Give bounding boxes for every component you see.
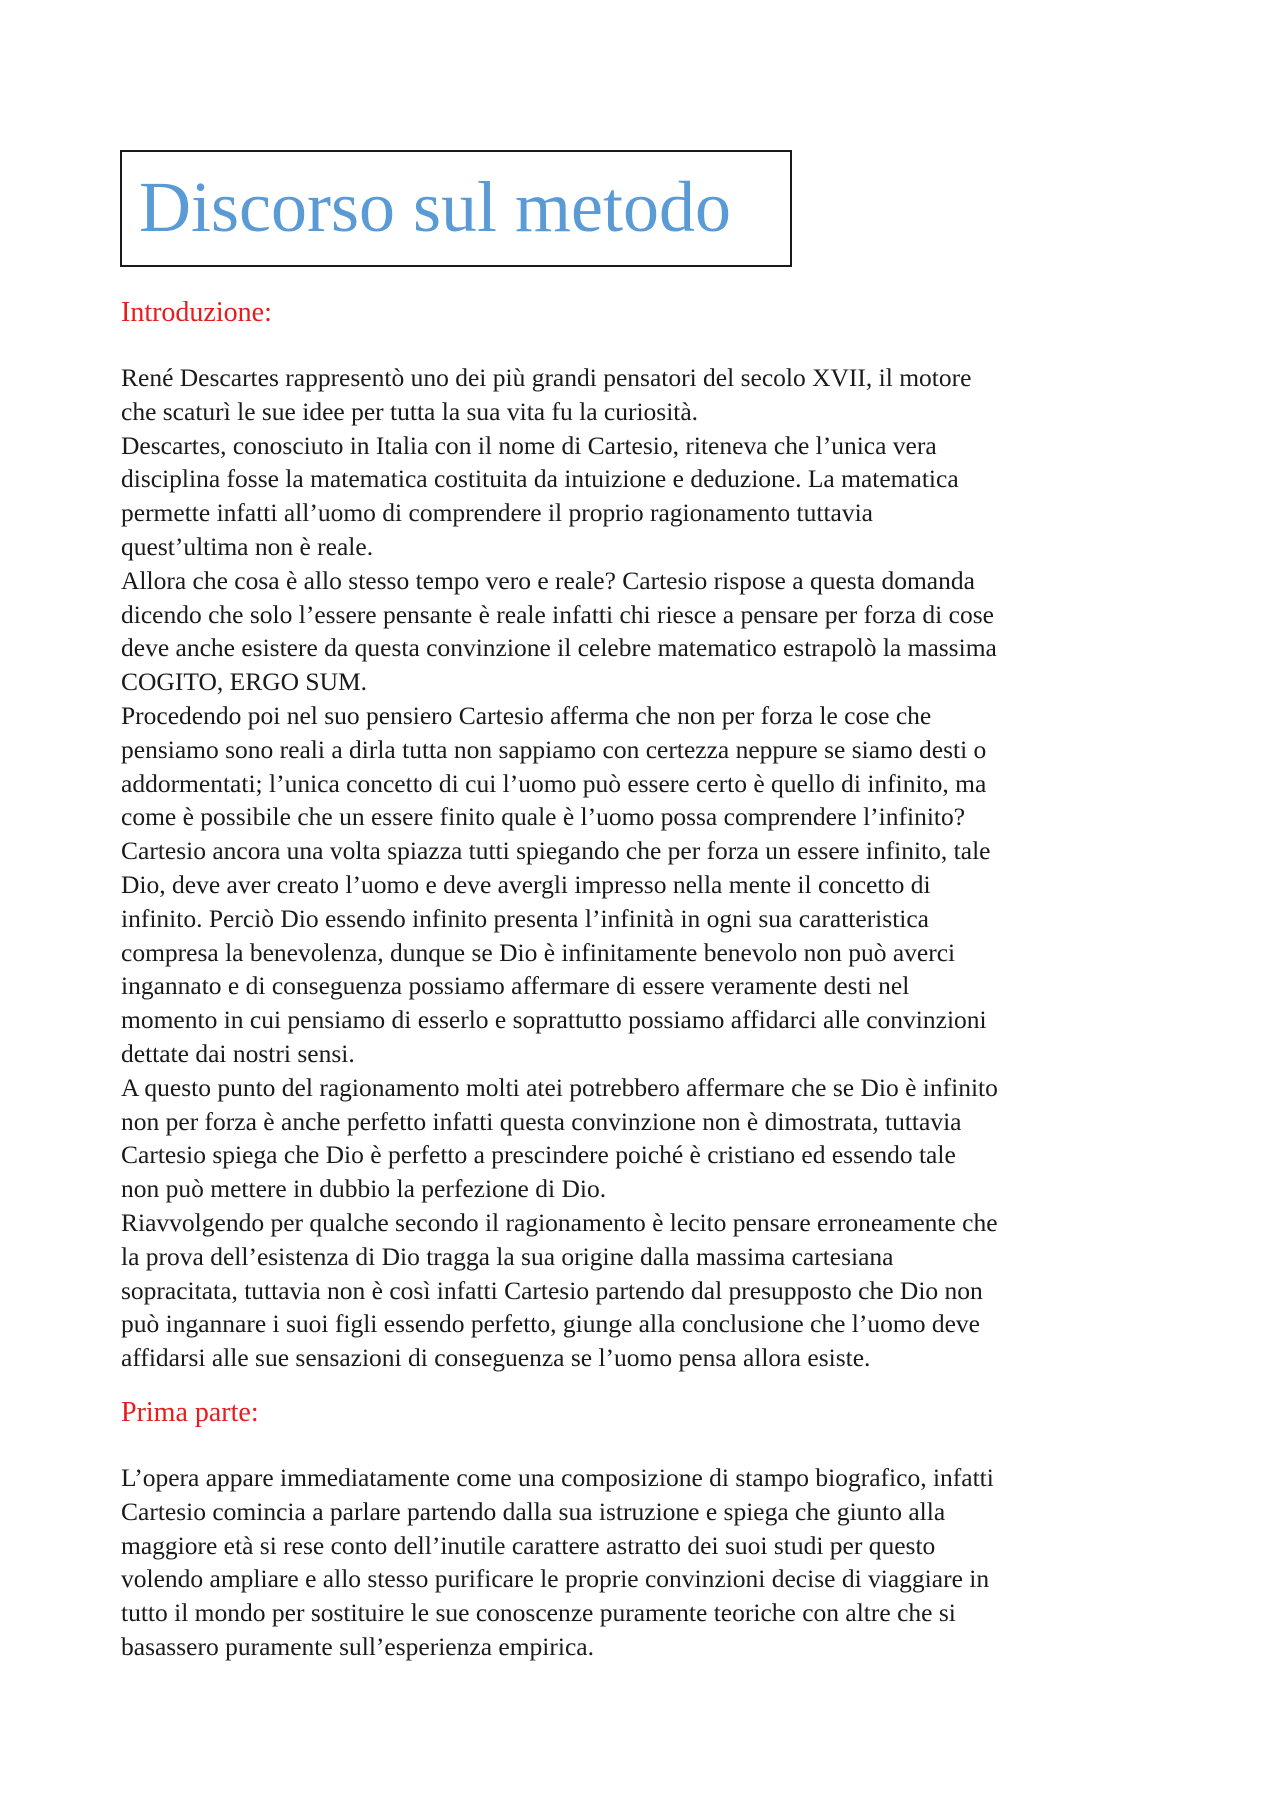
paragraph-line: quest’ultima non è reale. <box>121 531 374 561</box>
paragraph <box>121 429 1181 564</box>
paragraph-line: Procedendo poi nel suo pensiero Cartesio afferma che non per forza le cose che <box>121 700 932 730</box>
paragraph <box>121 699 1181 1071</box>
document-title: Discorso sul metodo <box>139 166 731 247</box>
paragraph-line: Cartesio spiega che Dio è perfetto a prescindere poiché è cristiano ed essendo tale <box>121 1140 956 1170</box>
paragraph-line: non può mettere in dubbio la perfezione di Dio. <box>121 1174 607 1204</box>
section-heading: Introduzione: <box>121 297 272 328</box>
paragraph-line: deve anche esistere da questa convinzione il celebre matematico estrapolò la massima <box>121 633 997 663</box>
paragraph <box>121 1206 1181 1375</box>
paragraph-line: Descartes, conosciuto in Italia con il nome di Cartesio, riteneva che l’unica vera <box>121 430 937 460</box>
paragraph-line: affidarsi alle sue sensazioni di conseguenza se l’uomo pensa allora esiste. <box>121 1343 871 1373</box>
paragraph-line: Cartesio comincia a parlare partendo dalla sua istruzione e spiega che giunto alla <box>121 1496 946 1526</box>
paragraph-line: può ingannare i suoi figli essendo perfetto, giunge alla conclusione che l’uomo deve <box>121 1309 980 1339</box>
paragraph-line: la prova dell’esistenza di Dio tragga la sua origine dalla massima cartesiana <box>121 1241 894 1271</box>
paragraph-line: basassero puramente sull’esperienza empirica. <box>121 1631 594 1661</box>
section-heading: Prima parte: <box>121 1396 259 1428</box>
paragraph-line: ingannato e di conseguenza possiamo affermare di essere veramente desti nel <box>121 971 910 1001</box>
paragraph-line: volendo ampliare e allo stesso purificare le proprie convinzioni decise di viaggiare in <box>121 1564 990 1594</box>
paragraph-line: Cartesio ancora una volta spiazza tutti spiegando che per forza un essere infinito, tale <box>121 836 991 866</box>
paragraph <box>121 1461 1181 1664</box>
paragraph-line: dicendo che solo l’essere pensante è reale infatti chi riesce a pensare per forza di cose <box>121 599 994 629</box>
paragraph <box>121 361 1181 429</box>
paragraph-line: maggiore età si rese conto dell’inutile carattere astratto dei suoi studi per questo <box>121 1530 936 1560</box>
paragraph-line: COGITO, ERGO SUM. <box>121 667 368 697</box>
paragraph-line: René Descartes rappresentò uno dei più grandi pensatori del secolo XVII, il motore <box>121 363 972 392</box>
paragraph-line: come è possibile che un essere finito quale è l’uomo possa comprendere l’infinito? <box>121 802 966 832</box>
document-body <box>121 295 1181 1664</box>
paragraph <box>121 564 1181 699</box>
paragraph-line: addormentati; l’unica concetto di cui l’uomo può essere certo è quello di infinito, ma <box>121 768 987 798</box>
paragraph-line: non per forza è anche perfetto infatti questa convinzione non è dimostrata, tuttavia <box>121 1106 962 1136</box>
paragraph-line: pensiamo sono reali a dirla tutta non sappiamo con certezza neppure se siamo desti o <box>121 734 987 764</box>
paragraph-line: A questo punto del ragionamento molti atei potrebbero affermare che se Dio è infinito <box>121 1072 998 1102</box>
paragraph-line: momento in cui pensiamo di esserlo e soprattutto possiamo affidarci alle convinzioni <box>121 1005 987 1035</box>
paragraph <box>121 1071 1181 1206</box>
paragraph-line: disciplina fosse la matematica costituita da intuizione e deduzione. La matematica <box>121 464 959 494</box>
paragraph-line: dettate dai nostri sensi. <box>121 1038 355 1068</box>
paragraph-line: Dio, deve aver creato l’uomo e deve avergli impresso nella mente il concetto di <box>121 869 931 899</box>
paragraph-line: tutto il mondo per sostituire le sue conoscenze puramente teoriche con altre che si <box>121 1598 956 1628</box>
paragraph-line: sopracitata, tuttavia non è così infatti Cartesio partendo dal presupposto che Dio non <box>121 1275 983 1305</box>
paragraph-line: L’opera appare immediatamente come una composizione di stampo biografico, infatti <box>121 1462 994 1492</box>
paragraph-line: compresa la benevolenza, dunque se Dio è infinitamente benevolo non può averci <box>121 937 956 967</box>
paragraph-line: che scaturì le sue idee per tutta la sua vita fu la curiosità. <box>121 396 699 426</box>
title-box <box>120 150 792 267</box>
paragraph-line: permette infatti all’uomo di comprendere il proprio ragionamento tuttavia <box>121 498 874 528</box>
paragraph-line: Riavvolgendo per qualche secondo il ragionamento è lecito pensare erroneamente che <box>121 1207 998 1237</box>
paragraph-line: infinito. Perciò Dio essendo infinito presenta l’infinità in ogni sua caratteristica <box>121 903 929 933</box>
paragraph-line: Allora che cosa è allo stesso tempo vero e reale? Cartesio rispose a questa domanda <box>121 565 975 595</box>
